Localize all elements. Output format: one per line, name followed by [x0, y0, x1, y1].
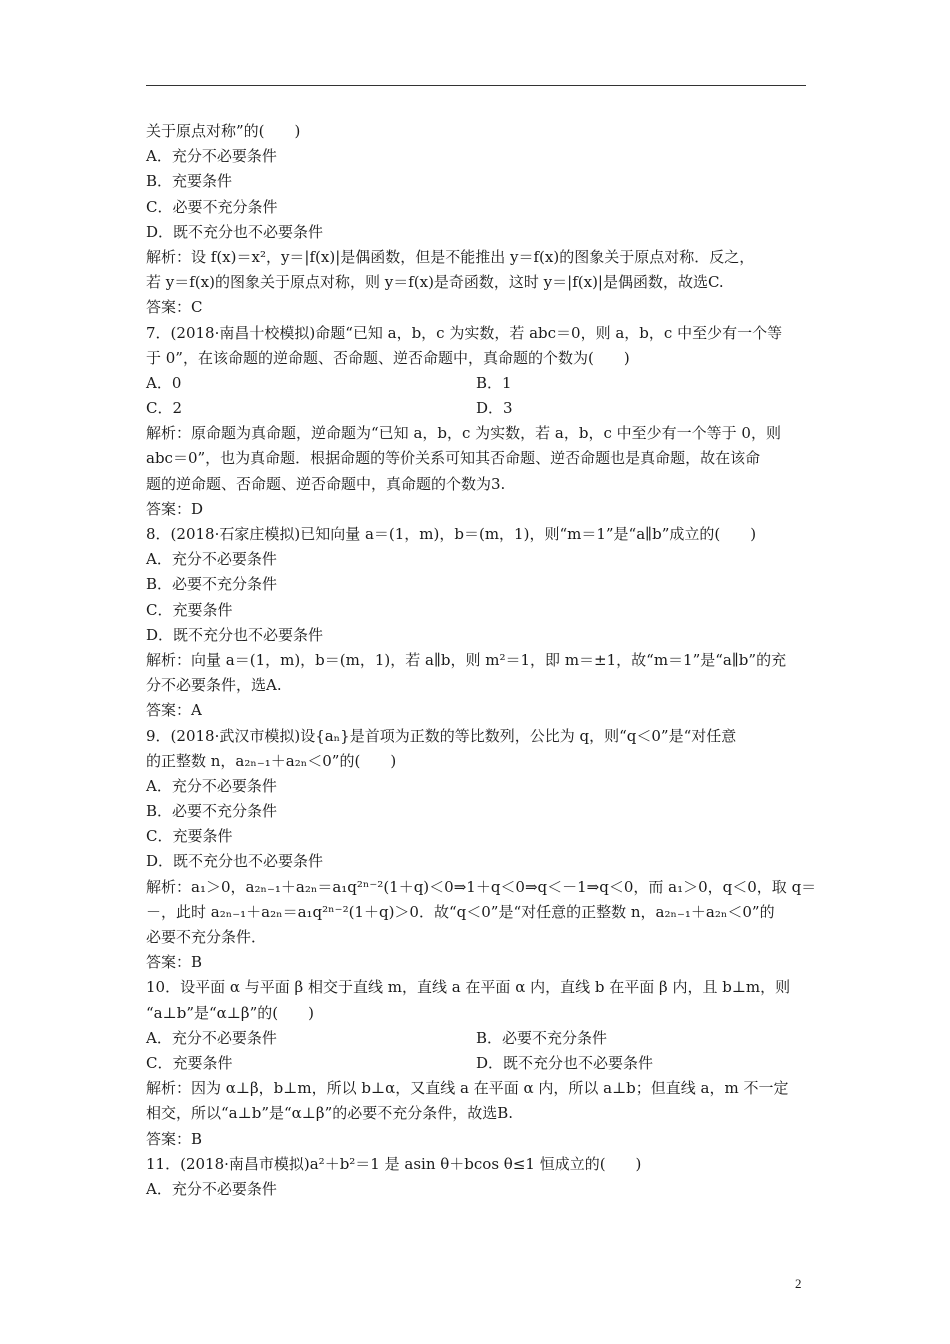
- text-line: 必要不充分条件．: [146, 928, 267, 946]
- text-line: 答案：B: [146, 1129, 203, 1148]
- text-line: B．必要不充分条件: [146, 802, 278, 821]
- text-line: 解析：因为 α⊥β，b⊥m，所以 b⊥α，又直线 a 在平面 α 内，所以 a⊥b；但直线 a，m 不一定: [146, 1079, 789, 1098]
- text-line: C．充要条件: [146, 600, 233, 619]
- text-line: C．充要条件: [146, 827, 233, 846]
- option-text: C．充要条件: [146, 1053, 233, 1072]
- text-line: 的正整数 n，a₂ₙ₋₁＋a₂ₙ＜0”的( ): [146, 751, 397, 770]
- page-number: 2: [795, 1276, 802, 1291]
- text-line: 7．(2018·南昌十校模拟)命题“已知 a，b，c 为实数，若 abc＝0，则 a，b，c 中至少有一个等: [146, 323, 783, 342]
- text-line: B．必要不充分条件: [146, 575, 278, 594]
- text-line: 关于原点对称”的( ): [146, 122, 301, 140]
- header-rule: [146, 85, 806, 86]
- text-line: D．既不充分也不必要条件: [146, 625, 324, 644]
- option-row: [146, 371, 808, 396]
- text-line: 10．设平面 α 与平面 β 相交于直线 m，直线 a 在平面 α 内，直线 b 在平面 β 内，且 b⊥m，则: [146, 978, 791, 997]
- text-line: A．充分不必要条件: [146, 550, 277, 569]
- text-line: 9．(2018·武汉市模拟)设{aₙ}是首项为正数的等比数列，公比为 q，则“q＜0”是“对任意: [146, 726, 737, 745]
- text-line: 解析：原命题为真命题，逆命题为“已知 a，b，c 为实数，若 a，b，c 中至少有一个等于 0，则: [146, 424, 781, 443]
- text-line: 答案：C: [146, 298, 203, 317]
- text-line: D．既不充分也不必要条件: [146, 852, 324, 871]
- text-line: 题的逆命题、否命题、逆否命题中，真命题的个数为3.: [146, 474, 506, 493]
- text-line: “a⊥b”是“α⊥β”的( ): [146, 1003, 314, 1022]
- option-text: D．既不充分也不必要条件: [476, 1053, 654, 1072]
- text-line: 答案：A: [146, 701, 202, 720]
- text-line: 8．(2018·石家庄模拟)已知向量 a＝(1，m)，b＝(m，1)，则“m＝1”是“a∥b”成立的( ): [146, 525, 757, 543]
- option-row: [146, 1051, 808, 1076]
- text-line: B．充要条件: [146, 172, 233, 191]
- text-line: 解析：设 f(x)＝x²，y＝|f(x)|是偶函数，但是不能推出 y＝f(x)的图象关于原点对称．反之，: [146, 247, 755, 266]
- text-line: D．既不充分也不必要条件: [146, 222, 324, 241]
- text-line: C．必要不充分条件: [146, 197, 278, 216]
- text-line: A．充分不必要条件: [146, 776, 277, 795]
- text-line: 若 y＝f(x)的图象关于原点对称，则 y＝f(x)是奇函数，这时 y＝|f(x)|是偶函数，故选C.: [146, 273, 724, 292]
- text-line: A．充分不必要条件: [146, 1179, 277, 1198]
- text-line: A．充分不必要条件: [146, 147, 277, 166]
- text-line: 相交，所以“a⊥b”是“α⊥β”的必要不充分条件，故选B.: [146, 1104, 514, 1123]
- option-text: B．1: [476, 373, 512, 392]
- page-body: [146, 119, 817, 1202]
- text-line: －，此时 a₂ₙ₋₁＋a₂ₙ＝a₁q²ⁿ⁻²(1＋q)＞0．故“q＜0”是“对任意的正整数 n，a₂ₙ₋₁＋a₂ₙ＜0”的: [146, 902, 775, 921]
- text-line: abc＝0”，也为真命题．根据命题的等价关系可知其否命题、逆否命题也是真命题，故在该命: [146, 449, 761, 468]
- option-text: B．必要不充分条件: [476, 1028, 608, 1047]
- option-row: [146, 1026, 808, 1051]
- text-line: 答案：B: [146, 953, 203, 972]
- option-text: C．2: [146, 399, 183, 418]
- text-line: 解析：a₁＞0，a₂ₙ₋₁＋a₂ₙ＝a₁q²ⁿ⁻²(1＋q)＜0⇒1＋q＜0⇒q＜－1⇒q＜0，而 a₁＞0，q＜0，取 q＝: [146, 877, 817, 896]
- text-line: 解析：向量 a＝(1，m)，b＝(m，1)，若 a∥b，则 m²＝1，即 m＝±1，故“m＝1”是“a∥b”的充: [146, 650, 787, 669]
- text-line: 答案：D: [146, 499, 204, 518]
- option-text: A．0: [146, 373, 182, 392]
- option-text: D．3: [476, 399, 513, 418]
- option-text: A．充分不必要条件: [146, 1028, 277, 1047]
- text-line: 分不必要条件，选A.: [146, 676, 282, 695]
- text-line: 于 0”，在该命题的逆命题、否命题、逆否命题中，真命题的个数为( ): [146, 348, 630, 367]
- option-row: [146, 396, 808, 421]
- text-line: 11．(2018·南昌市模拟)a²＋b²＝1 是 asin θ＋bcos θ≤1 恒成立的( ): [146, 1154, 642, 1173]
